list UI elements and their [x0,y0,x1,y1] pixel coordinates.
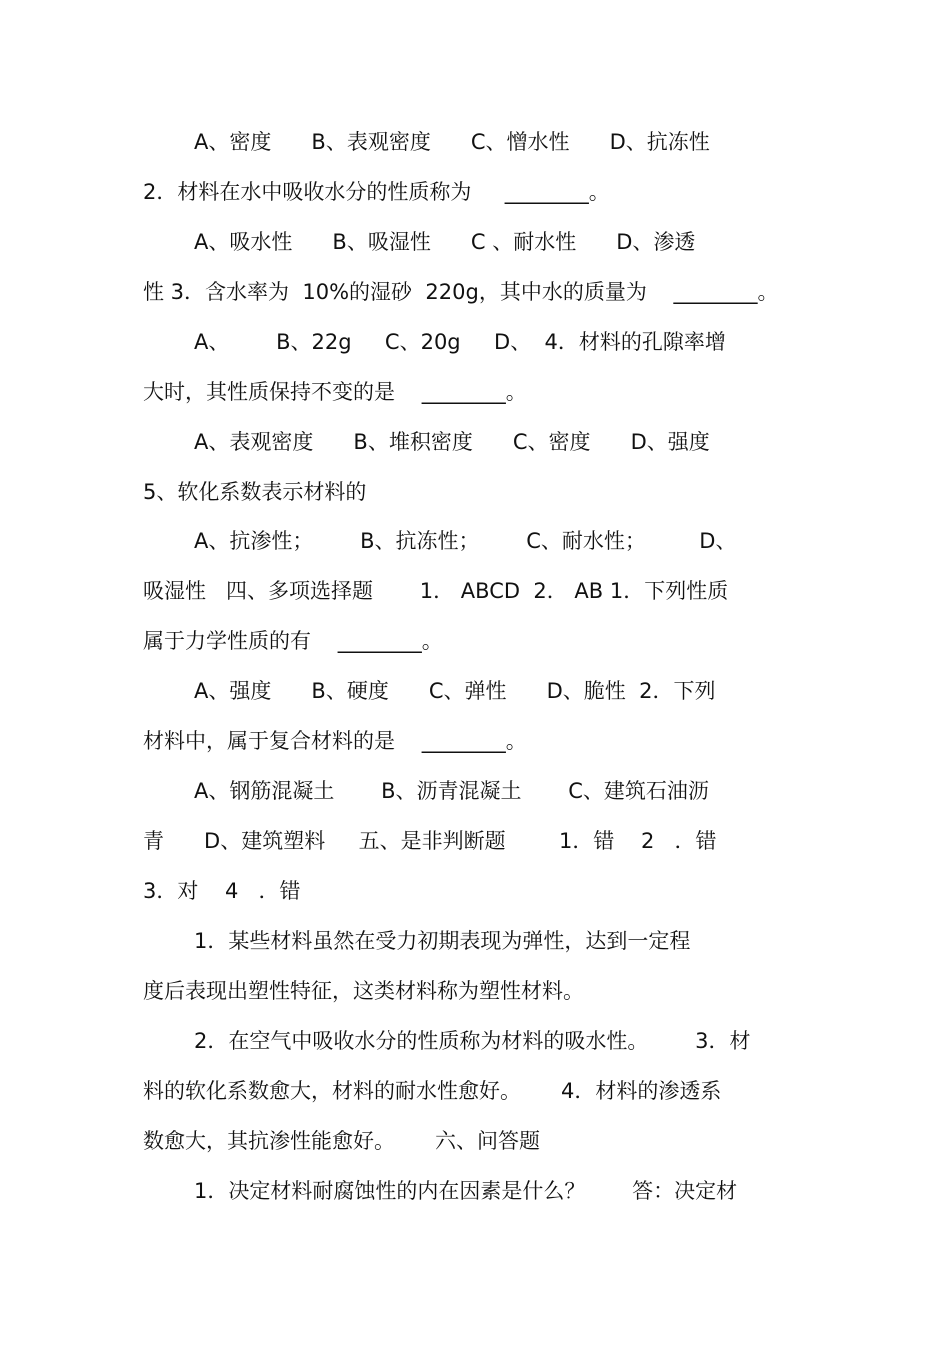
text-line: A、强度 B、硬度 C、弹性 D、脆性 2．下列 [194,679,716,703]
text-line: 度后表现出塑性特征，这类材料称为塑性材料。 [143,979,584,1003]
text-line: 材料中，属于复合材料的是 ________。 [143,729,527,753]
text-line: 青 D、建筑塑料 五、是非判断题 1．错 2 ．错 [143,829,717,853]
text-line: 3．对 4 ．错 [143,879,301,903]
text-line: 属于力学性质的有 ________。 [143,629,443,653]
text-line: 数愈大，其抗渗性能愈好。 六、问答题 [143,1129,541,1153]
text-line: A、钢筋混凝土 B、沥青混凝土 C、建筑石油沥 [194,779,709,803]
text-line: A、抗渗性； B、抗冻性； C、耐水性； D、 [194,529,737,553]
text-line: A、吸水性 B、吸湿性 C 、耐水性 D、渗透 [194,230,696,254]
text-line: 5、软化系数表示材料的 [143,480,367,504]
text-line: 料的软化系数愈大，材料的耐水性愈好。 4．材料的渗透系 [143,1079,722,1103]
text-line: 1．决定材料耐腐蚀性的内在因素是什么？ 答：决定材 [194,1179,738,1203]
text-line: 吸湿性 四、多项选择题 1． ABCD 2． AB 1．下列性质 [143,579,729,603]
text-line: A、 B、22g C、20g D、 4．材料的孔隙率增 [194,330,726,354]
text-line: 2．在空气中吸收水分的性质称为材料的吸水性。 3．材 [194,1029,751,1053]
text-line: 1．某些材料虽然在受力初期表现为弹性，达到一定程 [194,929,691,953]
text-line: A、表观密度 B、堆积密度 C、密度 D、强度 [194,430,710,454]
text-line: A、密度 B、表观密度 C、憎水性 D、抗冻性 [194,130,710,154]
text-line: 性 3．含水率为 10%的湿砂 220g，其中水的质量为 ________。 [143,280,779,304]
text-line: 2．材料在水中吸收水分的性质称为 ________。 [143,180,610,204]
text-line: 大时，其性质保持不变的是 ________。 [143,380,527,404]
